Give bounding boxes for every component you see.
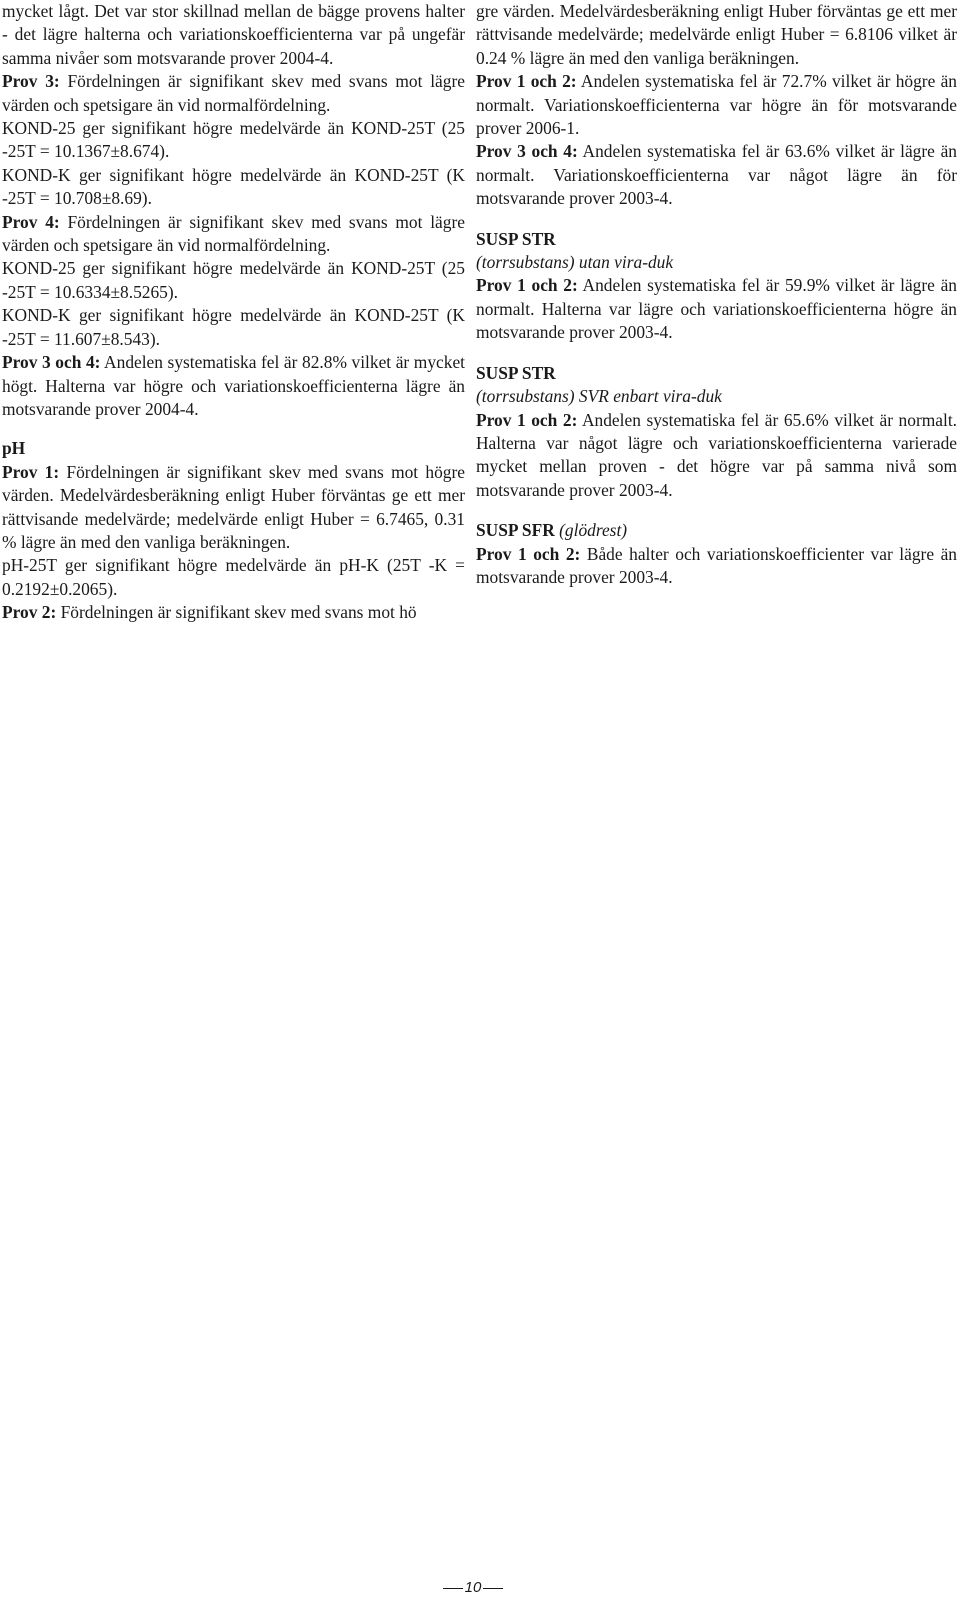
paragraph-text: Både halter och variationskoefficienter var lägre än motsvarande prover 2003-4.: [476, 543, 957, 587]
sample-label: Prov 1 och 2:: [476, 71, 577, 92]
sample-label: Prov 4:: [2, 211, 60, 232]
page-footer: [0, 1578, 960, 1598]
paragraph-text: Andelen systematiska fel är 63.6% vilket är lägre än normalt. Variationskoefficienterna var något lägre än för motsvarande prover 2003-4.: [476, 141, 957, 209]
paragraph: [2, 461, 465, 555]
paragraph: [476, 543, 957, 590]
sample-label: Prov 1 och 2:: [476, 543, 581, 564]
paragraph: gre värden. Medelvärdesberäkning enligt Huber förväntas ge ett mer rättvisande medelvärde; medelvärde enligt Huber = 6.8106 vilket är 0.24 % lägre än med den vanliga beräkningen.: [476, 1, 957, 68]
paragraph-text: Fördelningen är signifikant skev med svans mot högre värden. Medelvärdesberäkning enligt Huber förväntas ge ett mer rättvisande medelvärde; medelvärde enligt Huber = 6.7465, 0.31 % lägre än med den vanliga beräkningen.: [2, 461, 465, 552]
left-column: [2, 0, 465, 625]
paragraph: KOND-K ger signifikant högre medelvärde än KOND-25T (K -25T = 10.708±8.69).: [2, 164, 465, 209]
paragraph: [476, 409, 957, 503]
paragraph-text: Andelen systematiska fel är 59.9% vilket är lägre än normalt. Halterna var lägre och variationskoefficienterna högre än motsvarande prover 2003-4.: [476, 275, 957, 343]
sample-label: Prov 3:: [2, 71, 60, 92]
sample-label: Prov 1 och 2:: [476, 409, 578, 430]
paragraph: [476, 70, 957, 140]
paragraph-text: Andelen systematiska fel är 65.6% vilket är normalt. Halterna var något lägre och variationskoefficienterna varierade mycket mellan proven - det högre var på samma nivå som motsvarande prover 2003-4.: [476, 409, 958, 500]
sample-label: Prov 2:: [2, 602, 57, 623]
paragraph: [2, 351, 465, 421]
section-heading-text: SUSP SFR: [476, 520, 555, 541]
sample-label: Prov 3 och 4:: [476, 141, 578, 162]
paragraph: KOND-25 ger signifikant högre medelvärde än KOND-25T (25 -25T = 10.6334±8.5265).: [2, 258, 465, 302]
paragraph: [476, 274, 957, 344]
paragraph-text: Fördelningen är signifikant skev med svans mot lägre värden och spetsigare än vid normalfördelning.: [2, 211, 465, 256]
section-subheading: (torrsubstans) utan vira-duk: [476, 252, 674, 273]
paragraph-text: Andelen systematiska fel är 82.8% vilket är mycket högt. Halterna var högre och variationskoefficienterna lägre än motsvarande prover 2004-4.: [2, 352, 465, 419]
footer-rule-left: [443, 1588, 463, 1589]
sample-label: Prov 1 och 2:: [476, 275, 578, 296]
section-heading-ph: pH: [2, 438, 26, 459]
paragraph-text: Fördelningen är signifikant skev med svans mot hö: [56, 602, 417, 623]
page-number: 10: [464, 1579, 482, 1596]
paragraph-text: Andelen systematiska fel är 72.7% vilket är högre än normalt. Variationskoefficienterna var högre än för motsvarande prover 2006-1.: [476, 71, 958, 139]
right-column: [476, 0, 957, 589]
paragraph: [2, 70, 465, 117]
section-heading-susp-sfr: [476, 519, 957, 542]
section-subheading: (torrsubstans) SVR enbart vira-duk: [476, 386, 722, 407]
paragraph: [2, 601, 465, 624]
section-heading-susp-str-2: SUSP STR: [476, 362, 556, 383]
section-heading-susp-str-1: SUSP STR: [476, 228, 556, 249]
section-heading-suffix: (glödrest): [554, 520, 628, 541]
paragraph: KOND-K ger signifikant högre medelvärde än KOND-25T (K -25T = 11.607±8.543).: [2, 305, 465, 349]
paragraph: [2, 211, 465, 258]
paragraph: [476, 140, 957, 210]
paragraph-text: Fördelningen är signifikant skev med svans mot lägre värden och spetsigare än vid normalfördelning.: [2, 71, 465, 115]
paragraph: pH-25T ger signifikant högre medelvärde än pH-K (25T -K = 0.2192±0.2065).: [2, 555, 465, 599]
sample-label: Prov 3 och 4:: [2, 352, 101, 373]
paragraph: mycket lågt. Det var stor skillnad mellan de bägge provens halter - det lägre halterna och variationskoefficienterna var på ungefär samma nivåer som motsvarande prover 2004-4.: [2, 1, 465, 68]
paragraph: KOND-25 ger signifikant högre medelvärde än KOND-25T (25 -25T = 10.1367±8.674).: [2, 118, 465, 162]
sample-label: Prov 1:: [2, 461, 60, 482]
footer-rule-right: [483, 1588, 503, 1589]
